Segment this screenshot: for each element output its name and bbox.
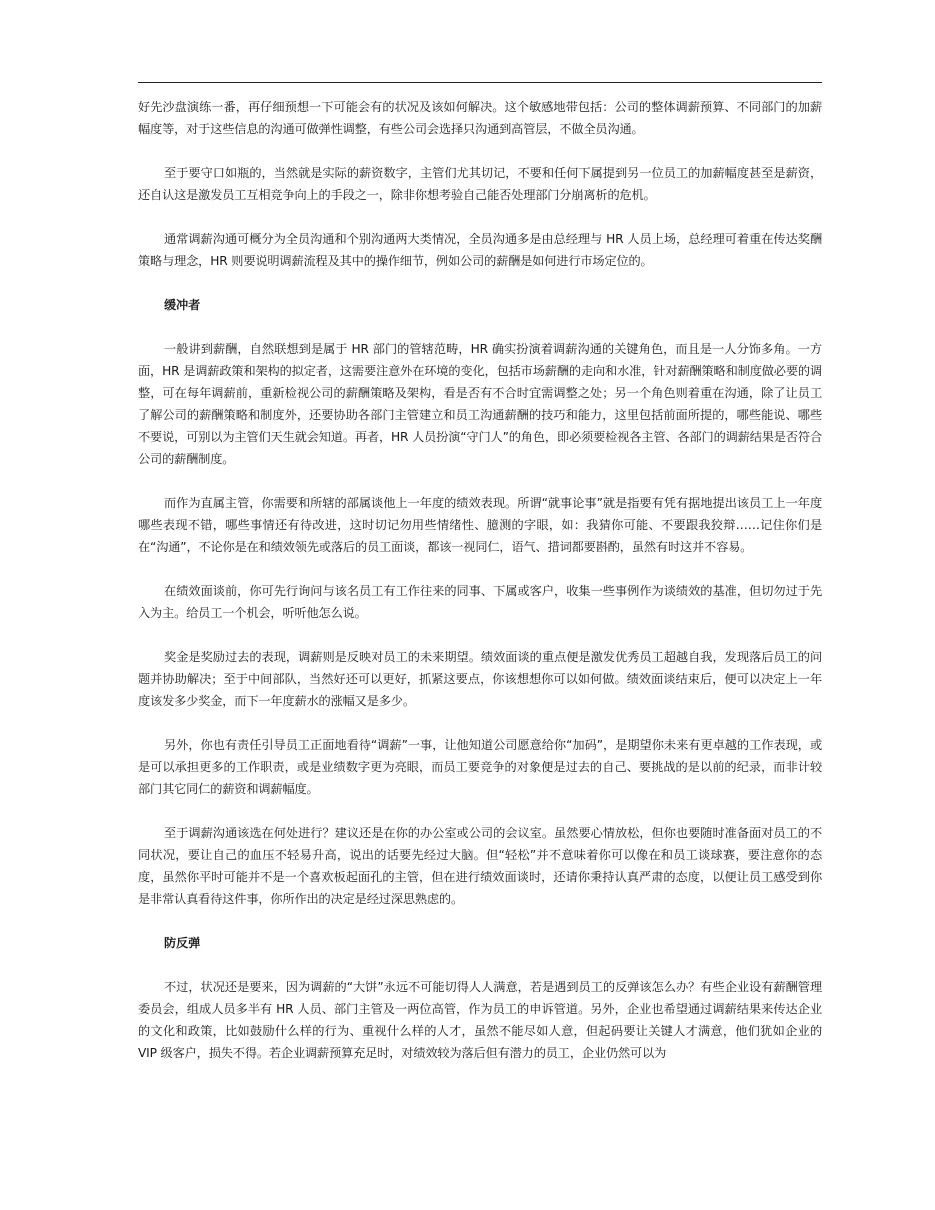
paragraph-before-review: 在绩效面谈前，你可先行询问与该名员工有工作往来的同事、下属或客户，收集一些事例作为谈绩效的基准，但切勿过于先入为主。给员工一个机会，听听他怎么说。: [138, 584, 822, 620]
document-body: [138, 96, 822, 1086]
paragraph-communication-types: 通常调薪沟通可概分为全员沟通和个别沟通两大类情况，全员沟通多是由总经理与 HR 人员上场，总经理可着重在传达奖酬策略与理念，HR 则要说明调薪流程及其中的操作细节，例如公司的薪酬是如何进行市场定位的。: [138, 232, 822, 268]
paragraph-guide-employee: 另外，你也有责任引导员工正面地看待“调薪”一事，让他知道公司愿意给你“加码”，是期望你未来有更卓越的工作表现，或是可以承担更多的工作职责，或是业绩数字更为亮眼，而员工要竞争的对象便是过去的自己、要挑战的是以前的纪录，而非计较部门其它同仁的薪资和调薪幅度。: [138, 738, 822, 796]
paragraph-continued: 好先沙盘演练一番，再仔细预想一下可能会有的状况及该如何解决。这个敏感地带包括：公司的整体调薪预算、不同部门的加薪幅度等，对于这些信息的沟通可做弹性调整，有些公司会选择只沟通到高管层，不做全员沟通。: [138, 100, 822, 136]
header-rule: [138, 82, 822, 83]
paragraph-bonus-vs-raise: 奖金是奖励过去的表现，调薪则是反映对员工的未来期望。绩效面谈的重点便是激发优秀员工超越自我，发现落后员工的问题并协助解决；至于中间部队，当然好还可以更好，抓紧这要点，你该想想你可以如何做。绩效面谈结束后，便可以决定上一年度该发多少奖金，而下一年度薪水的涨幅又是多少。: [138, 650, 822, 708]
paragraph-meeting-location: 至于调薪沟通该选在何处进行？建议还是在你的办公室或公司的会议室。虽然要心情放松，但你也要随时准备面对员工的不同状况，要让自己的血压不轻易升高，说出的话要先经过大脑。但“轻松”并不意味着你可以像在和员工谈球赛，要注意你的态度，虽然你平时可能并不是一个喜欢板起面孔的主管，但在进行绩效面谈时，还请你秉持认真严肃的态度，以便让员工感受到你是非常认真看待这件事，你所作出的决定是经过深思熟虑的。: [138, 826, 822, 906]
paragraph-salary-confidentiality: 至于要守口如瓶的，当然就是实际的薪资数字，主管们尤其切记，不要和任何下属提到另一位员工的加薪幅度甚至是薪资，还自认这是激发员工互相竞争向上的手段之一，除非你想考验自己能否处理部门分崩离析的危机。: [138, 166, 822, 202]
section-heading-buffer: 缓冲者: [164, 298, 201, 312]
paragraph-handling-backlash: 不过，状况还是要来，因为调薪的“大饼”永远不可能切得人人满意，若是遇到员工的反弹该怎么办？有些企业设有薪酬管理委员会，组成人员多半有 HR 人员、部门主管及一两位高管，作为员工的申诉管道。另外，企业也希望通过调薪结果来传达企业的文化和政策，比如鼓励什么样的行为、重视什么样的人才，虽然不能尽如人意，但起码要让关键人才满意，他们犹如企业的 VIP 级客户，损失不得。若企业调薪预算充足时，对绩效较为落后但有潜力的员工，企业仍然可以为: [138, 980, 822, 1060]
paragraph-hr-role: 一般讲到薪酬，自然联想到是属于 HR 部门的管辖范畴，HR 确实扮演着调薪沟通的关键角色，而且是一人分饰多角。一方面，HR 是调薪政策和架构的拟定者，这需要注意外在环境的变化，包括市场薪酬的走向和水准，针对薪酬策略和制度做必要的调整，可在每年调薪前，重新检视公司的薪酬策略及架构，看是否有不合时宜需调整之处；另一个角色则着重在沟通，除了让员工了解公司的薪酬策略和制度外，还要协助各部门主管建立和员工沟通薪酬的技巧和能力，这里包括前面所提的，哪些能说、哪些不要说，可别以为主管们天生就会知道。再者，HR 人员扮演“守门人”的角色，即必须要检视各主管、各部门的调薪结果是否符合公司的薪酬制度。: [138, 342, 822, 466]
paragraph-direct-manager: 而作为直属主管，你需要和所辖的部属谈他上一年度的绩效表现。所谓“就事论事”就是指要有凭有据地提出该员工上一年度哪些表现不错，哪些事情还有待改进，这时切记勿用些情绪性、臆测的字眼，如：我猜你可能、不要跟我狡辩……记住你们是在“沟通”，不论你是在和绩效领先或落后的员工面谈，都该一视同仁，语气、措词都要斟酌，虽然有时这并不容易。: [138, 496, 822, 554]
section-heading-prevent-backlash: 防反弹: [164, 936, 201, 950]
